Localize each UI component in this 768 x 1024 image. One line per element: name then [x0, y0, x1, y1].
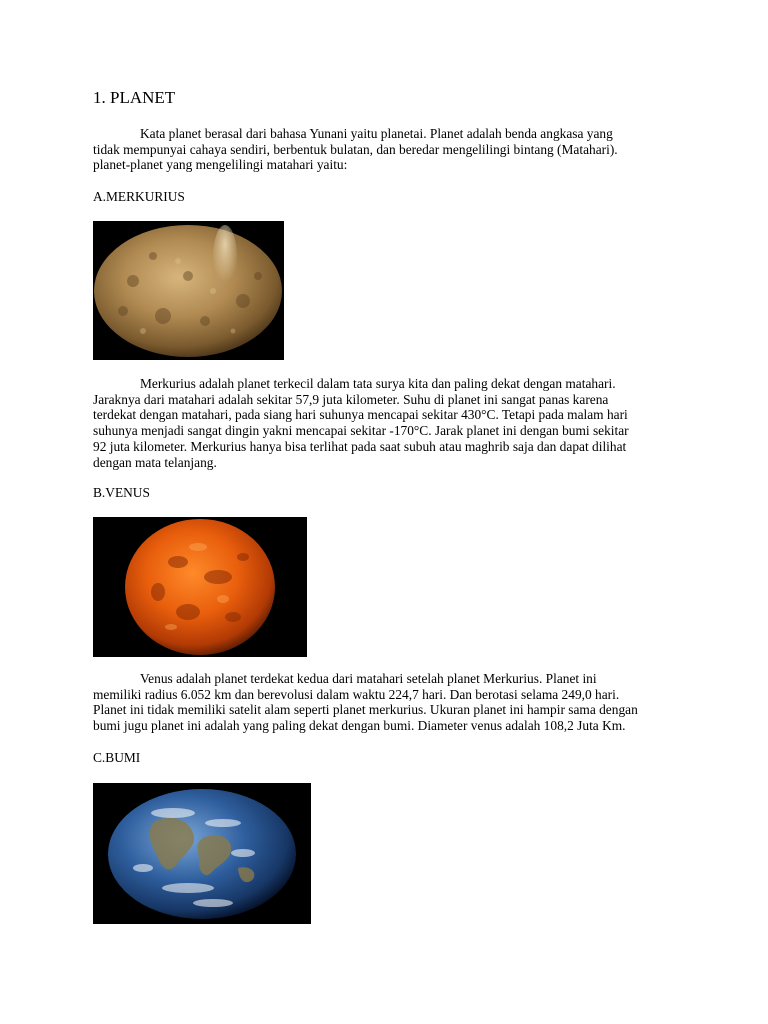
paragraph-line: suhunya menjadi sangat dingin yakni mencapai sekitar -170°C. Jarak planet ini dengan bumi sekitar [93, 423, 629, 439]
paragraph-line: Venus adalah planet terdekat kedua dari matahari setelah planet Merkurius. Planet ini [140, 671, 597, 686]
paragraph-line: Jaraknya dari matahari adalah sekitar 57,9 juta kilometer. Suhu di planet ini sangat panas karena [93, 391, 609, 407]
paragraph-line: memiliki radius 6.052 km dan berevolusi dalam waktu 224,7 hari. Dan berotasi selama 249,0 hari. [93, 686, 620, 702]
paragraph-line: terdekat dengan matahari, pada siang hari suhunya mencapai sekitar 430°C. Tetapi pada malam hari [93, 407, 628, 423]
merkurius-paragraph [93, 376, 683, 470]
intro-paragraph [93, 126, 683, 173]
earth-photo [93, 783, 311, 924]
intro-line: planet-planet yang mengelilingi matahari yaitu: [93, 157, 348, 173]
paragraph-line: dengan mata telanjang. [93, 454, 217, 470]
page-title: 1. PLANET [93, 88, 176, 107]
paragraph-line: bumi jugu planet ini adalah yang paling dekat dengan bumi. Diameter venus adalah 108,2 Juta Km. [93, 718, 626, 734]
section-heading-venus: B.VENUS [93, 485, 150, 500]
section-heading-merkurius: A.MERKURIUS [93, 189, 185, 204]
paragraph-line: Merkurius adalah planet terkecil dalam tata surya kita dan paling dekat dengan matahari. [140, 376, 616, 391]
paragraph-line: 92 juta kilometer. Merkurius hanya bisa terlihat pada saat subuh atau maghrib saja dan dapat dilihat [93, 438, 627, 454]
venus-photo [93, 517, 307, 657]
intro-line: tidak mempunyai cahaya sendiri, berbentuk bulatan, dan beredar mengelilingi bintang (Matahari). [93, 141, 618, 157]
paragraph-line: Planet ini tidak memiliki satelit alam seperti planet merkurius. Ukuran planet ini hampir sama dengan [93, 702, 638, 718]
venus-paragraph [93, 671, 683, 734]
section-heading-bumi: C.BUMI [93, 750, 141, 765]
mercury-photo [93, 221, 284, 360]
intro-line: Kata planet berasal dari bahasa Yunani yaitu planetai. Planet adalah benda angkasa yang [140, 126, 613, 141]
